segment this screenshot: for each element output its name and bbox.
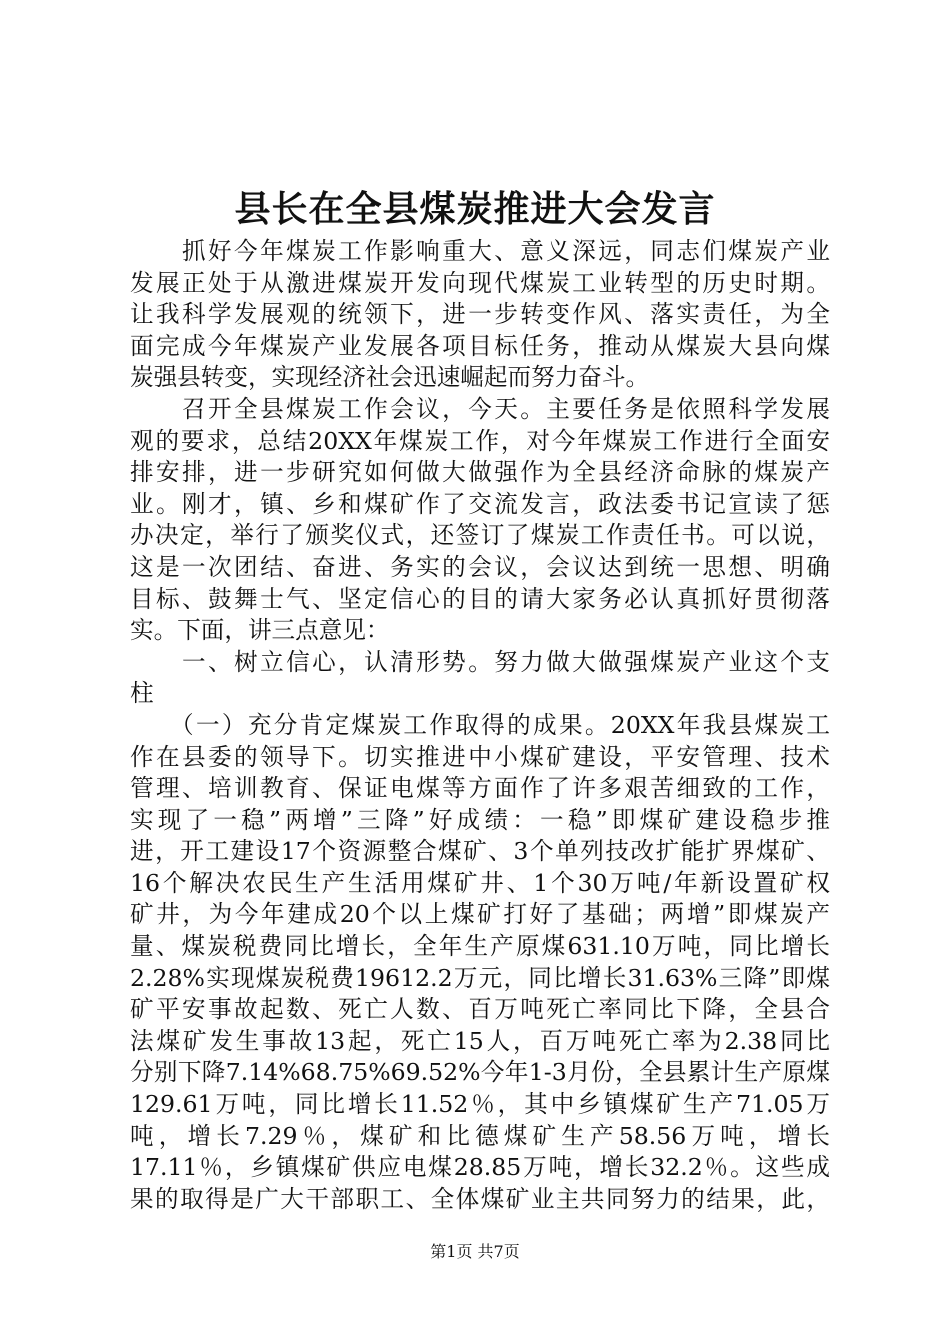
document-title: 县长在全县煤炭推进大会发言 <box>234 188 716 230</box>
body-line: （一）充分肯定煤炭工作取得的成果。20XX年我县煤炭工 <box>130 710 830 739</box>
body-line: 让我科学发展观的统领下，进一步转变作风、落实责任，为全 <box>130 300 830 329</box>
body-line: 召开全县煤炭工作会议，今天。主要任务是依照科学发展 <box>130 394 830 423</box>
body-line: 分别下降7.14%68.75%69.52%今年1-3月份，全县累计生产原煤 <box>130 1058 830 1087</box>
body-line: 2.28%实现煤炭税费19612.2万元，同比增长31.63%三降”即煤 <box>130 963 830 992</box>
body-line: 吨，增长7.29％，煤矿和比德煤矿生产58.56万吨，增长 <box>130 1121 830 1150</box>
body-line: 柱 <box>130 679 154 708</box>
body-line: 管理、培训教育、保证电煤等方面作了许多艰苦细致的工作， <box>130 774 830 803</box>
body-line: 实。下面，讲三点意见： <box>130 616 390 645</box>
body-line: 矿井，为今年建成20个以上煤矿打好了基础；两增”即煤炭产 <box>130 900 830 929</box>
body-line: 实现了一稳”两增”三降”好成绩：一稳”即煤矿建设稳步推 <box>130 805 830 834</box>
body-line: 目标、鼓舞士气、坚定信心的目的请大家务必认真抓好贯彻落 <box>130 584 830 613</box>
body-line: 面完成今年煤炭产业发展各项目标任务，推动从煤炭大县向煤 <box>130 331 830 360</box>
page-footer: 第1页 共7页 <box>430 1242 520 1261</box>
body-line: 这是一次团结、奋进、务实的会议，会议达到统一思想、明确 <box>130 552 830 581</box>
body-line: 16个解决农民生产生活用煤矿井、1个30万吨/年新设置矿权 <box>130 868 830 897</box>
body-line: 17.11％，乡镇煤矿供应电煤28.85万吨，增长32.2％。这些成 <box>130 1153 830 1182</box>
body-line: 抓好今年煤炭工作影响重大、意义深远，同志们煤炭产业 <box>130 237 830 265</box>
body-line: 炭强县转变，实现经济社会迅速崛起而努力奋斗。 <box>130 363 650 392</box>
body-line: 法煤矿发生事故13起，死亡15人，百万吨死亡率为2.38同比 <box>130 1026 830 1055</box>
body-line: 一、树立信心，认清形势。努力做大做强煤炭产业这个支 <box>130 647 830 676</box>
body-line: 果的取得是广大干部职工、全体煤矿业主共同努力的结果，此， <box>130 1184 830 1213</box>
body-line: 发展正处于从激进煤炭开发向现代煤炭工业转型的历史时期。 <box>130 268 830 297</box>
body-line: 排安排，进一步研究如何做大做强作为全县经济命脉的煤炭产 <box>130 458 830 487</box>
body-line: 矿平安事故起数、死亡人数、百万吨死亡率同比下降，全县合 <box>130 995 830 1024</box>
body-line: 业。刚才，镇、乡和煤矿作了交流发言，政法委书记宣读了惩 <box>130 489 830 518</box>
body-line: 办决定，举行了颁奖仪式，还签订了煤炭工作责任书。可以说， <box>130 521 830 550</box>
body-line: 量、煤炭税费同比增长，全年生产原煤631.10万吨，同比增长 <box>130 932 830 961</box>
body-line: 进，开工建设17个资源整合煤矿、3个单列技改扩能扩界煤矿、 <box>130 837 830 866</box>
body-line: 129.61万吨，同比增长11.52％，其中乡镇煤矿生产71.05万 <box>130 1090 830 1119</box>
body-line: 观的要求，总结20XX年煤炭工作，对今年煤炭工作进行全面安 <box>130 426 830 455</box>
document-body <box>130 236 830 1215</box>
body-line: 作在县委的领导下。切实推进中小煤矿建设，平安管理、技术 <box>130 742 830 771</box>
